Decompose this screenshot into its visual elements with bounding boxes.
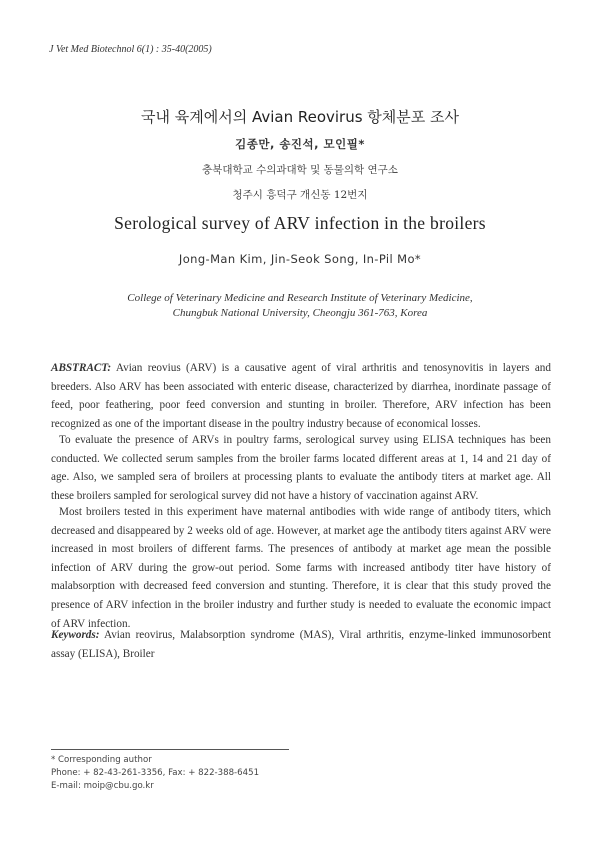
abstract-text-1: Avian reovius (ARV) is a causative agent of viral arthritis and tenosynovitis in layers and breeders. Also ARV has been associated with enteric disease, characterized by diarrhea, inordinate passage of feed, poor feathering, poor feed conversion and stunting in broiler. Therefore, ARV infection has been recognized as one of the important disease in the poultry industry because of economical losses. (51, 362, 551, 430)
abstract-paragraph-1 (51, 359, 551, 433)
english-authors: Jong-Man Kim, Jin-Seok Song, In-Pil Mo* (178, 252, 422, 266)
korean-authors: 김종만, 송진석, 모인필* (235, 137, 365, 151)
english-affiliation-line2: Chungbuk National University, Cheongju 361-763, Korea (172, 307, 428, 319)
korean-affiliation: 충북대학교 수의과대학 및 동물의학 연구소 (202, 164, 398, 176)
keywords-label: Keywords: (51, 629, 100, 641)
korean-address: 청주시 흥덕구 개신동 12번지 (232, 189, 368, 201)
korean-title: 국내 육계에서의 Avian Reovirus 항체분포 조사 (140, 108, 460, 126)
keywords-text: Avian reovirus, Malabsorption syndrome (MAS), Viral arthritis, enzyme-linked immunosorbent assay (ELISA), Broiler (51, 629, 551, 660)
footnote-corresponding: * Corresponding author (51, 755, 152, 765)
english-title: Serological survey of ARV infection in the broilers (114, 213, 486, 233)
abstract-label: ABSTRACT: (51, 362, 112, 374)
journal-reference: J Vet Med Biotechnol 6(1) : 35-40(2005) (49, 44, 212, 55)
footnote-divider (51, 749, 289, 750)
abstract-paragraph-2: To evaluate the presence of ARVs in poultry farms, serological survey using ELISA techniques has been conducted. We collected serum samples from the broiler farms located different areas at 1, 14 and 21 day of age. Also, we sampled sera of broilers at processing plants to evaluate the antibody titers at market age. All these broilers sampled for serological survey did not have a history of vaccination against ARV. (51, 434, 551, 502)
keywords (51, 626, 551, 663)
english-affiliation-line1: College of Veterinary Medicine and Research Institute of Veterinary Medicine, (127, 292, 473, 304)
footnote-email: E-mail: moip@cbu.go.kr (51, 781, 154, 791)
footnote-phone: Phone: + 82-43-261-3356, Fax: + 822-388-6451 (51, 768, 260, 778)
abstract-paragraph-3: Most broilers tested in this experiment have maternal antibodies with wide range of antibody titers, which decreased and disappeared by 2 weeks old of age. However, at market age the antibody titers against ARV were increased in most broilers of different farms. The presences of antibody at market age mean the possible infection of ARV during the grow-out period. Some farms with increased antibody titer have history of malabsorption with decreased feed conversion and stunting. Therefore, it is clear that this study proved the presence of ARV infection in the broiler industry and further study is needed to evaluate the economic impact of ARV infection. (51, 506, 551, 630)
